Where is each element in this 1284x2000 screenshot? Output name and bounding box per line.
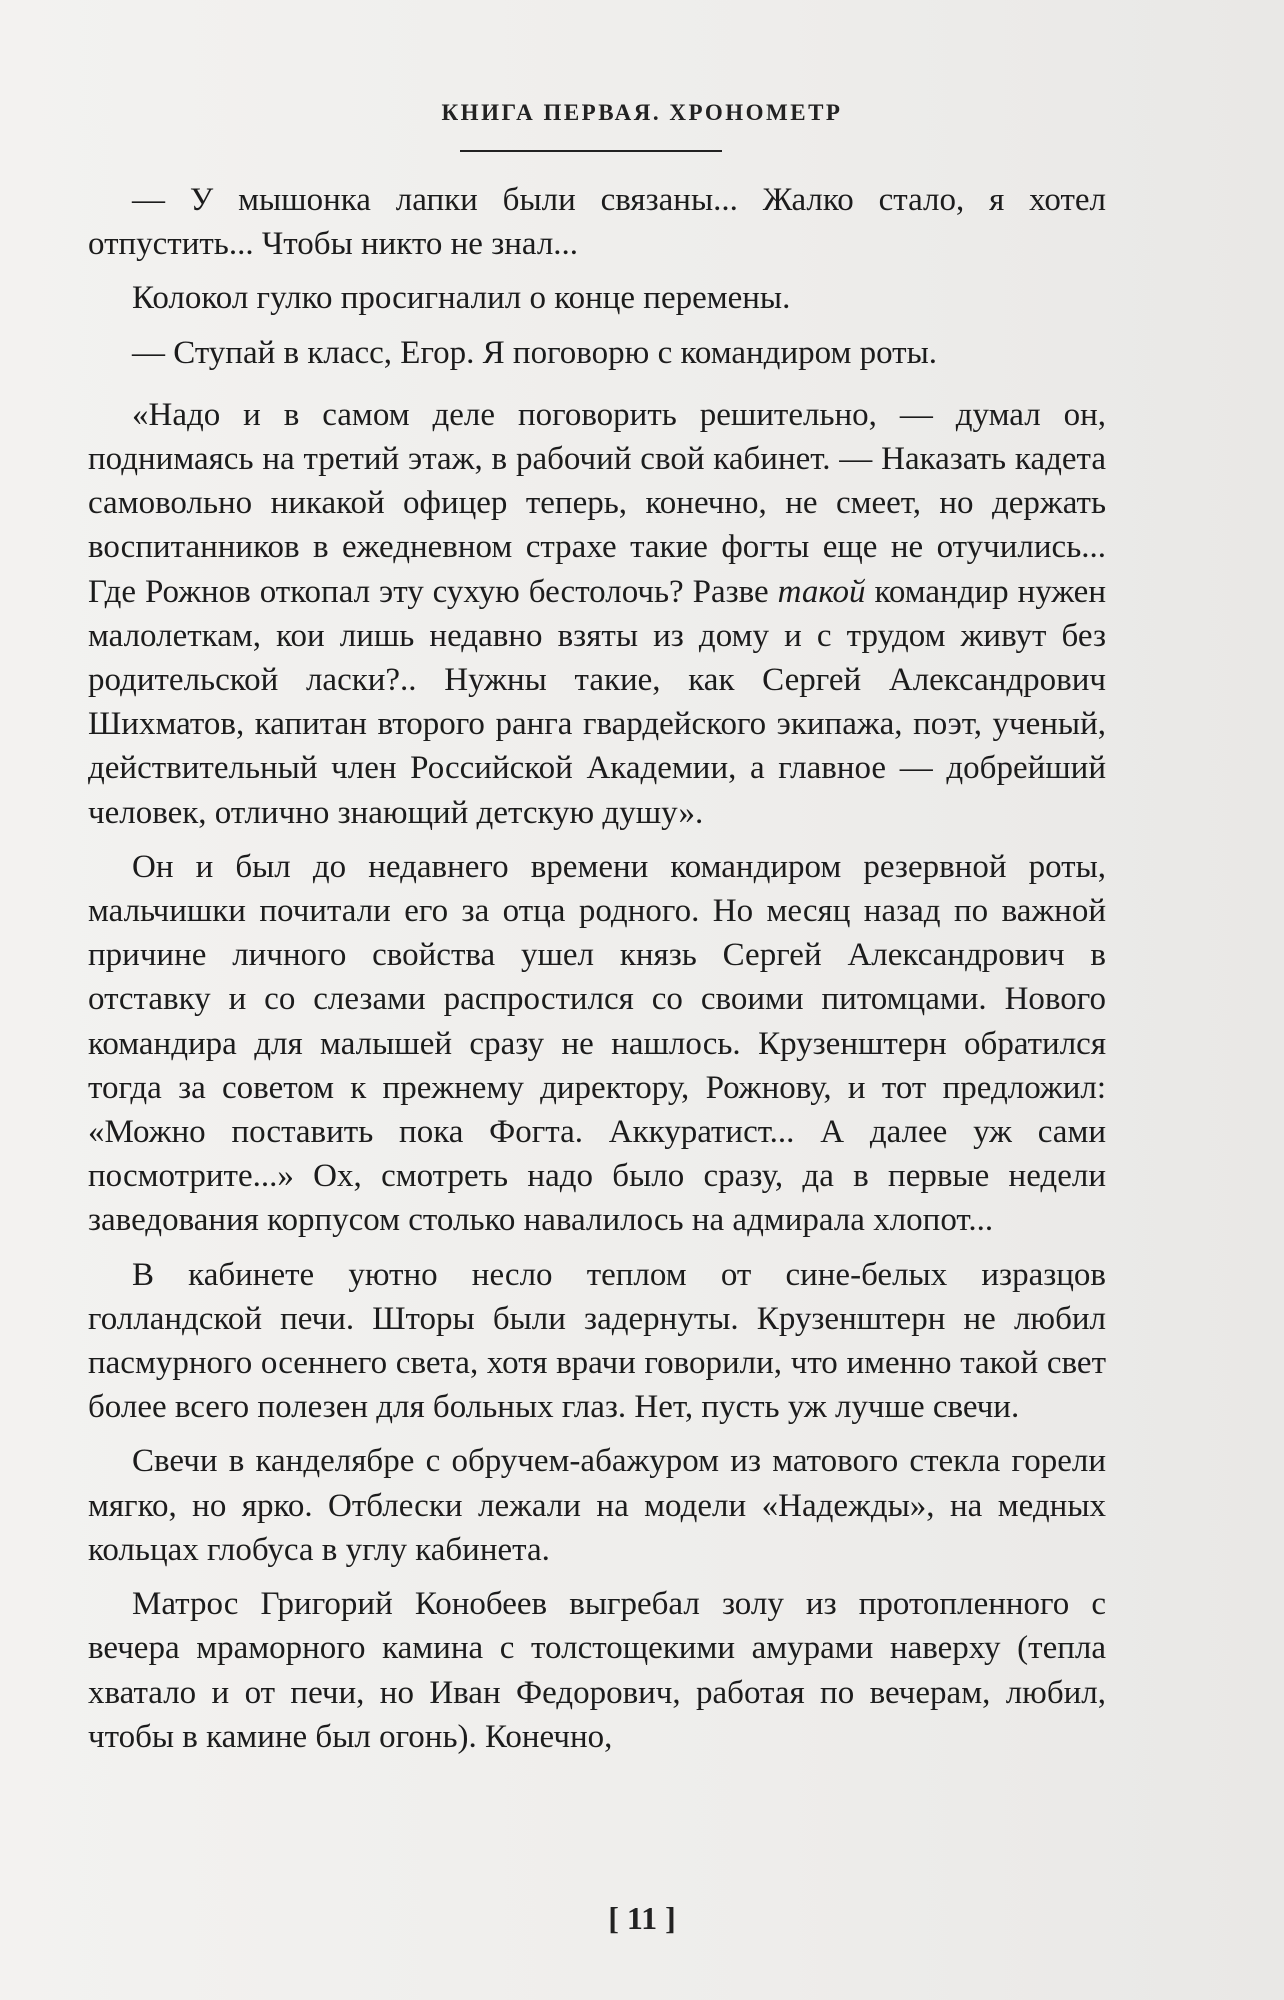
page-number: [ 11 ] xyxy=(608,1900,676,1936)
paragraph-text: командир нужен малолеткам, кои лишь недавно взяты из дому и с трудом живут без родительской ласки?.. Нужны такие, как Сергей Александрович Шихматов, капитан второго ранга гвардейского экипажа, поэт, ученый, действительный член Российской Академии, а главное — добрейший человек, отлично знающий детскую душу». xyxy=(88,573,1106,831)
paragraph: — Ступай в класс, Егор. Я поговорю с командиром роты. xyxy=(132,334,938,371)
paragraph: Он и был до недавнего времени командиром резервной роты, мальчишки почитали его за отца родного. Но месяц назад по важной причине личного свойства ушел князь Сергей Александрович в отставку и со слезами распростился со своими питомцами. Нового командира для малышей сразу не нашлось. Крузенштерн обратился тогда за советом к прежнему директору, Рожнову, и тот предложил: «Можно поставить пока Фогта. Аккуратист... А далее уж сами посмотрите...» Ох, смотреть надо было сразу, да в первые недели заведования корпусом столько навалилось на адмирала хлопот... xyxy=(88,848,1106,1239)
body-text xyxy=(88,178,1106,1759)
paragraph xyxy=(88,393,1106,835)
paragraph: — У мышонка лапки были связаны... Жалко стало, я хотел отпустить... Чтобы никто не знал... xyxy=(88,182,1106,263)
paragraph: Матрос Григорий Конобеев выгребал золу из протопленного с вечера мраморного камина с толстощекими амурами наверху (тепла хватало и от печи, но Иван Федорович, работая по вечерам, любил, чтобы в камине был огонь). Конечно, xyxy=(88,1586,1106,1755)
paragraph-text: «Надо и в самом деле поговорить решительно, — думал он, поднимаясь на третий этаж, в рабочий свой кабинет. — Наказать кадета самовольно никакой офицер теперь, конечно, не смеет, но держать воспитанников в ежедневном страхе такие фогты еще не отучились... Где Рожнов откопал эту сухую бестолочь? Разве xyxy=(88,396,1106,610)
paragraph: Свечи в канделябре с обручем-абажуром из матового стекла горели мягко, но ярко. Отблески лежали на модели «Надежды», на медных кольцах глобуса в углу кабинета. xyxy=(88,1443,1106,1568)
italic-word: такой xyxy=(777,573,866,610)
paragraph: В кабинете уютно несло теплом от сине-белых изразцов голландской печи. Шторы были задернуты. Крузенштерн не любил пасмурного осеннего света, хотя врачи говорили, что именно такой свет более всего полезен для больных глаз. Нет, пусть уж лучше свечи. xyxy=(88,1256,1106,1426)
header-rule xyxy=(460,150,722,152)
paragraph: Колокол гулко просигналил о конце перемены. xyxy=(132,280,791,317)
running-head: КНИГА ПЕРВАЯ. ХРОНОМЕТР xyxy=(441,100,843,125)
